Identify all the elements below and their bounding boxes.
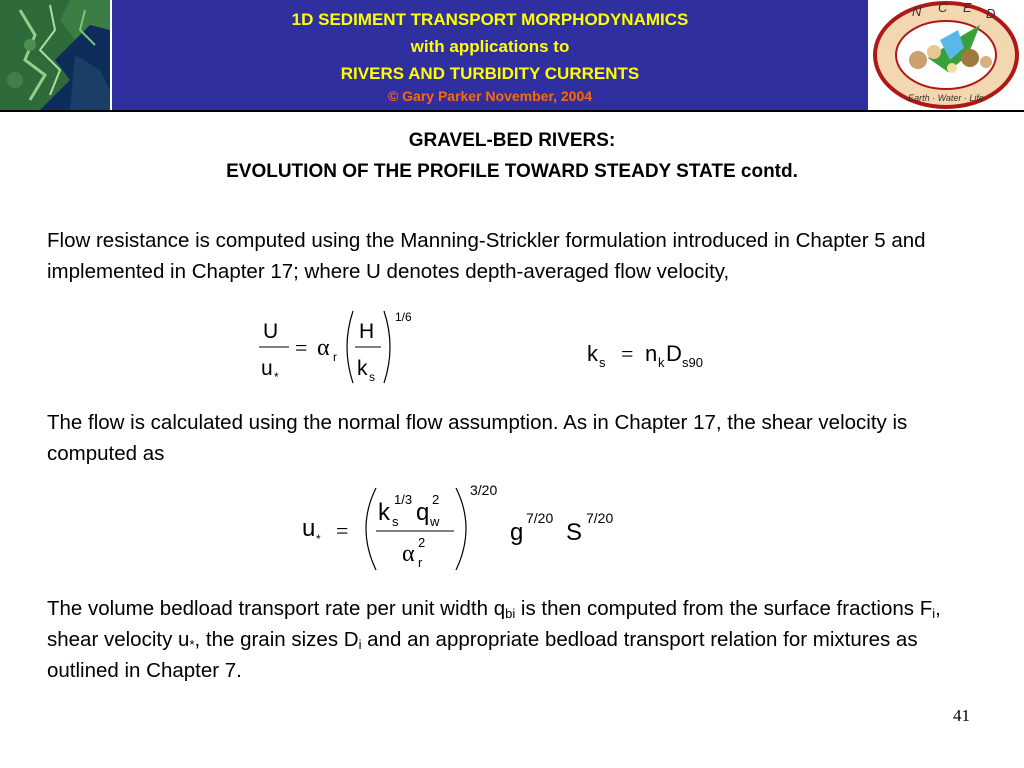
eq3-alpha-exponent: 2 (418, 535, 426, 550)
para3-sub-i1: i (932, 606, 936, 621)
eq1-star: * (274, 370, 279, 384)
eq1-equals: = (295, 335, 308, 360)
nced-logo (868, 0, 1024, 110)
eq3-s: s (392, 514, 399, 529)
para3-text3: , shear velocity u (47, 597, 941, 651)
eq2-k: k (587, 341, 598, 366)
slide-heading-line1: GRAVEL-BED RIVERS: (408, 130, 616, 151)
eq1-u: u (261, 357, 273, 380)
eq3-q: q (416, 499, 430, 526)
paragraph-flow-resistance: Flow resistance is computed using the Manning-Strickler formulation introduced in Chapter 5 and implemented in Chapter 17; where U denotes depth-averaged flow velocity, (47, 229, 926, 283)
eq3-w: w (430, 514, 440, 529)
para3-text1: The volume bedload transport rate per unit width q (47, 597, 506, 620)
para3-sub-bi: bi (505, 606, 516, 621)
eq1-H: H (359, 320, 375, 343)
eq2-equals: = (621, 341, 634, 366)
equation-shear-velocity (298, 478, 638, 583)
eq3-r: r (418, 555, 423, 570)
header-title-line2: with applications to (410, 37, 570, 56)
para3-text4: , the grain sizes D (194, 628, 359, 651)
eq3-S-exponent: 7/20 (586, 510, 614, 526)
eq3-k-exponent: 1/3 (394, 492, 413, 507)
eq1-exponent: 1/6 (395, 310, 412, 324)
header-divider (0, 110, 1024, 112)
eq3-alpha: α (402, 541, 415, 567)
header-copyright: © Gary Parker November, 2004 (387, 88, 593, 104)
eq1-U: U (263, 320, 279, 343)
logo-ring-text: Earth · Water · Life (908, 93, 984, 103)
header-title-line3: RIVERS AND TURBIDITY CURRENTS (340, 64, 640, 83)
header-title-line1: 1D SEDIMENT TRANSPORT MORPHODYNAMICS (291, 10, 689, 29)
eq3-k: k (378, 499, 390, 526)
equation-roughness-height (585, 332, 735, 382)
logo-letter-n: N (912, 4, 922, 19)
eq2-D: D (666, 341, 682, 366)
equation-manning-strickler (255, 305, 435, 395)
eq3-g-exponent: 7/20 (526, 510, 554, 526)
eq3-outer-exponent: 3/20 (470, 482, 498, 498)
slide-heading-line2: EVOLUTION OF THE PROFILE TOWARD STEADY STATE contd. (226, 161, 798, 182)
eq1-k: k (357, 357, 368, 380)
eq1-alpha: α (317, 335, 330, 361)
eq2-nk: k (658, 355, 665, 370)
eq3-q-exponent: 2 (432, 492, 440, 507)
para3-sub-star: * (189, 637, 195, 652)
slide-header (0, 0, 1024, 112)
eq2-s: s (599, 355, 606, 370)
logo-letter-e: E (963, 0, 972, 15)
eq2-n: n (645, 341, 658, 366)
page-number: 41 (953, 706, 970, 725)
para3-text5: and an appropriate bedload transport relation for mixtures as outlined in Chapter 7. (47, 628, 918, 682)
logo-letter-c: C (938, 0, 948, 15)
paragraph-normal-flow: The flow is calculated using the normal flow assumption. As in Chapter 17, the shear velocity is computed as (47, 411, 908, 465)
eq3-u: u (302, 515, 316, 542)
eq3-S: S (566, 519, 583, 546)
para3-text2: is then computed from the surface fractions F (515, 597, 933, 620)
eq3-g: g (510, 519, 524, 546)
paragraph-bedload-transport (47, 593, 967, 686)
eq1-s: s (369, 370, 375, 384)
logo-letter-d: D (986, 6, 996, 21)
eq2-s90: s90 (682, 355, 703, 370)
eq3-equals: = (336, 518, 349, 543)
para3-sub-i2: i (358, 637, 362, 652)
eq3-star: * (316, 532, 321, 546)
satellite-delta-image (0, 0, 110, 110)
eq1-r: r (333, 350, 337, 364)
